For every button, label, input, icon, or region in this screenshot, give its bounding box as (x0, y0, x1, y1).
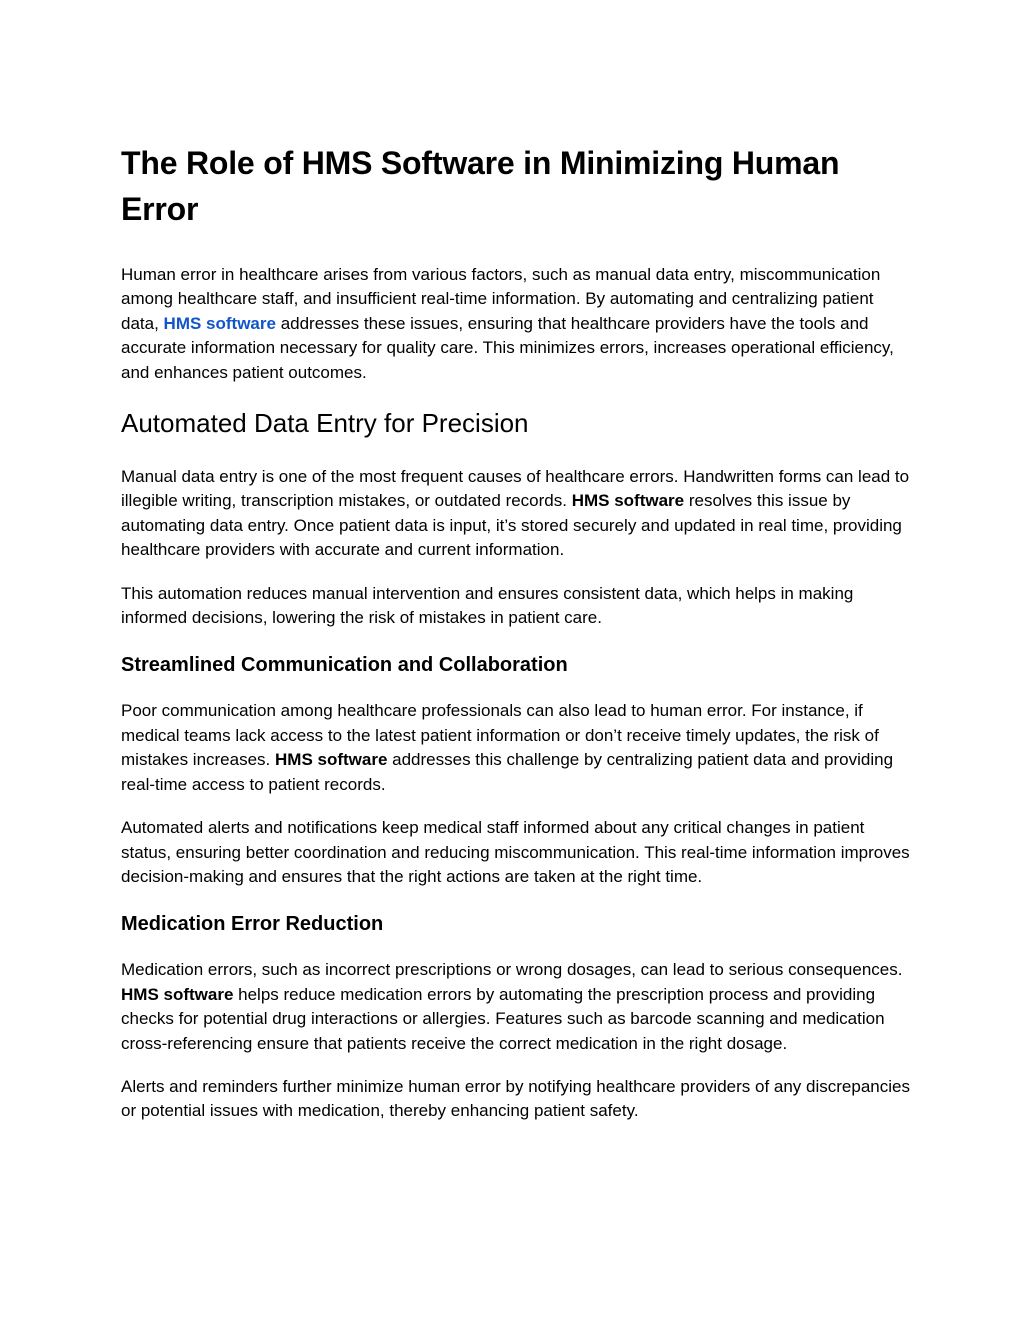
section1-hms-bold: HMS software (571, 491, 685, 511)
section3-paragraph-1 (121, 958, 911, 1056)
intro-text-start: Human error in healthcare arises from various factors, such as manual data entry, miscommunication among healthcare staff, and insufficient real-time information. By automating and centralizing patient data, (121, 265, 881, 333)
section3-hms-bold: HMS software (121, 984, 234, 1004)
section-heading-automated-data-entry: Automated Data Entry for Precision (121, 408, 529, 439)
page-title: The Role of HMS Software in Minimizing Human Error (121, 145, 840, 227)
section3-p1-end: helps reduce medication errors by automating the prescription process and providing checks for potential drug interactions or allergies. Features such as barcode scanning and medication cross-referencing ensure that patients receive the correct medication in the right dosage. (121, 984, 885, 1053)
intro-paragraph (121, 263, 911, 385)
section-heading-communication: Streamlined Communication and Collaboration (121, 654, 568, 677)
hms-software-link[interactable]: HMS software (163, 313, 276, 333)
section1-paragraph-1 (121, 465, 911, 563)
section1-p1-start: Manual data entry is one of the most frequent causes of healthcare errors. Handwritten forms can lead to illegible writing, transcription mistakes, or outdated records. (121, 467, 910, 511)
section2-hms-bold: HMS software (275, 750, 388, 770)
section2-p1-start: Poor communication among healthcare professionals can also lead to human error. For instance, if medical teams lack access to the latest patient information or don’t receive timely updates, the risk of mistakes increases. (121, 701, 879, 770)
section3-paragraph-2: Alerts and reminders further minimize human error by notifying healthcare providers of any discrepancies or potential issues with medication, thereby enhancing patient safety. (121, 1076, 910, 1121)
section1-paragraph-2: This automation reduces manual intervention and ensures consistent data, which helps in making informed decisions, lowering the risk of mistakes in patient care. (121, 583, 854, 628)
section2-paragraph-1 (121, 699, 911, 797)
section3-p1-start: Medication errors, such as incorrect prescriptions or wrong dosages, can lead to serious consequences. (121, 960, 903, 980)
document-page (121, 140, 911, 1143)
section1-p1-end: resolves this issue by automating data entry. Once patient data is input, it’s stored securely and updated in real time, providing healthcare providers with accurate and current information. (121, 491, 902, 560)
section2-paragraph-2: Automated alerts and notifications keep medical staff informed about any critical changes in patient status, ensuring better coordination and reducing miscommunication. This real-time information improves decision-making and ensures that the right actions are taken at the right time. (121, 818, 910, 886)
section-heading-medication: Medication Error Reduction (121, 913, 384, 936)
section2-p1-end: addresses this challenge by centralizing patient data and providing real-time access to patient records. (121, 750, 894, 794)
intro-text-end: addresses these issues, ensuring that healthcare providers have the tools and accurate information necessary for quality care. This minimizes errors, increases operational efficiency, and enhances patient outcomes. (121, 313, 894, 382)
